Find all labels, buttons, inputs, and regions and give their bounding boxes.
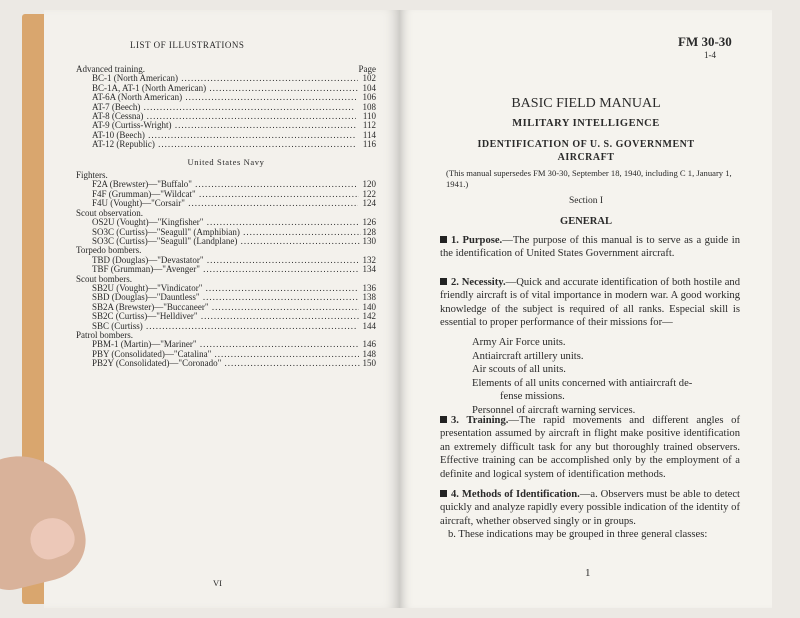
toc-entry <box>76 265 376 274</box>
page-column-label: Page <box>358 64 376 74</box>
list-item: Air scouts of all units. <box>472 364 566 376</box>
manual-id: FM 30-30 <box>678 34 732 49</box>
toc-entry <box>76 121 376 130</box>
toc-entry-page: 126 <box>362 217 376 228</box>
toc-entry <box>76 180 376 189</box>
paragraph-heading: 1. Purpose. <box>451 235 503 246</box>
list-item: Personnel of aircraft warning services. <box>472 404 636 416</box>
bullet-square-icon <box>440 490 447 497</box>
toc-entry-page: 108 <box>362 101 376 112</box>
toc-entry <box>76 103 376 112</box>
paragraph-subitem: b. These indications may be grouped in three general classes: <box>448 529 708 541</box>
toc-entry <box>76 93 376 102</box>
paragraph-text: —a. Observers must be able to detect quickly and analyze rapidly every possible indication of the identity of aircraft, whether observed singly or in groups. <box>440 489 740 527</box>
toc-entry <box>76 131 376 140</box>
list-of-illustrations-header: LIST OF ILLUSTRATIONS <box>130 40 245 50</box>
paragraph-heading: 2. Necessity. <box>451 277 506 288</box>
bullet-square-icon <box>440 416 447 423</box>
group-heading-label: Patrol bombers. <box>76 330 133 340</box>
list-item: fense missions. <box>500 391 565 403</box>
group-heading <box>76 275 376 284</box>
list-item: Antiaircraft artillery units. <box>472 350 584 362</box>
list-item: Elements of all units concerned with antiaircraft de- <box>472 377 693 389</box>
toc-entry-label: SO3C (Curtiss)—"Seagull" (Landplane) ..... <box>76 237 360 246</box>
toc-entry-label: BC-1 (North American) ..... <box>76 74 358 83</box>
toc-entry-label: AT-6A (North American) ..... <box>76 93 358 102</box>
section-number: Section I <box>568 196 604 206</box>
left-page-number: VI <box>213 578 222 588</box>
toc-entry-page: 138 <box>362 292 376 303</box>
toc-entry-label: AT-8 (Cessna) ..... <box>76 112 356 121</box>
supersedes-note: (This manual supersedes FM 30-30, September 18, 1940, including C 1, January 1, 1941.) <box>446 168 732 189</box>
bullet-square-icon <box>440 236 447 243</box>
group-heading <box>76 171 376 180</box>
toc-entry <box>76 350 376 359</box>
manual-title: BASIC FIELD MANUAL <box>511 96 661 111</box>
section-ref: 1-4 <box>704 50 716 60</box>
toc-entry-page: 114 <box>362 129 376 140</box>
toc-entry-label: PBY (Consolidated)—"Catalina" ..... <box>76 350 359 359</box>
toc-entry <box>76 74 376 83</box>
toc-entry-page: 140 <box>362 301 376 312</box>
group-heading-label: Scout observation. <box>76 208 143 218</box>
toc-entry-label: TBF (Grumman)—"Avenger" ..... <box>76 265 359 274</box>
toc-entry <box>76 312 376 321</box>
group-heading-label: Fighters. <box>76 171 108 181</box>
toc-entry-page: 110 <box>362 111 376 122</box>
toc-entry-label: PB2Y (Consolidated)—"Coronado" ..... <box>76 359 360 368</box>
toc-entry-page: 124 <box>362 198 376 209</box>
toc-entry-page: 150 <box>362 358 376 369</box>
toc-entry <box>76 112 376 121</box>
toc-entry-label: SBC (Curtiss) ..... <box>76 322 356 331</box>
toc-entry-page: 144 <box>362 320 376 331</box>
section-title: GENERAL <box>560 216 612 227</box>
paragraph-heading: 4. Methods of Identification. <box>451 489 580 500</box>
group-heading-label: Torpedo bombers. <box>76 246 142 256</box>
toc-entry <box>76 293 376 302</box>
toc-entry <box>76 199 376 208</box>
toc-entry-label: SB2C (Curtiss)—"Helldiver" ..... <box>76 312 359 321</box>
toc-entry-label: BC-1A, AT-1 (North American) ..... <box>76 84 359 93</box>
group-heading <box>76 209 376 218</box>
toc-entry-page: 132 <box>362 254 376 265</box>
toc-entry-label: F2A (Brewster)—"Buffalo" ..... <box>76 180 358 189</box>
toc-entry <box>76 322 376 331</box>
toc-entry-page: 116 <box>362 139 376 150</box>
paragraph-text: —The rapid movements and different angles of presentation assumed by aircraft in flight make positive identification an extremely difficult task for any but thoroughly trained observers. Effective training can be accomplished only by the employment of a definite and logical system of identification methods. <box>440 415 741 480</box>
toc-entry <box>76 237 376 246</box>
paragraph-methods <box>440 488 740 542</box>
toc-entry-label: AT-9 (Curtiss-Wright) ..... <box>76 121 357 130</box>
group-heading <box>76 331 376 340</box>
toc-entry <box>76 190 376 199</box>
group-heading-label: Scout bombers. <box>76 274 132 284</box>
toc-entry-label: SB2U (Vought)—"Vindicator" ..... <box>76 284 359 293</box>
toc-entry-page: 104 <box>362 82 376 93</box>
toc-entry-label: AT-7 (Beech) ..... <box>76 103 355 112</box>
list-item: Army Air Force units. <box>472 337 566 348</box>
missions-list <box>472 336 744 418</box>
toc-entry-label: OS2U (Vought)—"Kingfisher" ..... <box>76 218 359 227</box>
manual-subject: IDENTIFICATION OF U. S. GOVERNMENT AIRCRAFT <box>477 139 695 163</box>
toc-entry-label: AT-12 (Republic) ..... <box>76 140 356 149</box>
toc-entry-label: AT-10 (Beech) ..... <box>76 131 356 140</box>
toc-entry-page: 102 <box>362 73 376 84</box>
toc-entry-label: SB2A (Brewster)—"Buccaneer" ..... <box>76 303 359 312</box>
toc-entry-label: PBM-1 (Martin)—"Mariner" ..... <box>76 340 359 349</box>
toc-entry-page: 122 <box>362 188 376 199</box>
toc-entry-label: SO3C (Curtiss)—"Seagull" (Amphibian) ..... <box>76 228 361 237</box>
toc-entry-label: SBD (Douglas)—"Dauntless" ..... <box>76 293 359 302</box>
toc-entry-page: 148 <box>362 348 376 359</box>
paragraph-text: —Quick and accurate identification of both hostile and friendly aircraft is of vital importance in modern war. A good working knowledge of the subject is required of all ranks. Especial skill is essential to proper performance of their missions for— <box>440 277 740 329</box>
toc-entry <box>76 359 376 368</box>
toc-entry-label: TBD (Douglas)—"Devastator" ..... <box>76 256 359 265</box>
toc-entry-page: 128 <box>362 226 376 237</box>
group-heading: Advanced training. <box>76 65 145 74</box>
toc-entry <box>76 228 376 237</box>
toc-entry <box>76 218 376 227</box>
toc-entry-page: 142 <box>362 311 376 322</box>
illustrations-list <box>76 65 376 369</box>
manual-subtitle: MILITARY INTELLIGENCE <box>512 118 660 129</box>
paragraph-text: —The purpose of this manual is to serve as a guide in the identification of United States Government aircraft. <box>440 235 740 260</box>
paragraph-heading: 3. Training. <box>451 415 509 426</box>
toc-entry-page: 146 <box>362 339 376 350</box>
group-heading <box>76 246 376 255</box>
toc-entry-page: 130 <box>362 235 376 246</box>
toc-entry <box>76 284 376 293</box>
toc-entry-page: 136 <box>362 282 376 293</box>
toc-entry-page: 112 <box>362 120 376 131</box>
paragraph-training <box>440 414 740 481</box>
toc-entry <box>76 340 376 349</box>
toc-entry-page: 120 <box>362 179 376 190</box>
bullet-square-icon <box>440 278 447 285</box>
toc-entry <box>76 303 376 312</box>
right-page-number: 1 <box>585 567 591 579</box>
paragraph-purpose <box>440 234 740 261</box>
toc-entry-page: 134 <box>362 264 376 275</box>
toc-entry <box>76 84 376 93</box>
navy-section-heading: United States Navy <box>187 156 265 167</box>
paragraph-necessity <box>440 276 740 330</box>
toc-entry <box>76 256 376 265</box>
toc-entry-page: 106 <box>362 92 376 103</box>
toc-entry <box>76 140 376 149</box>
toc-entry-label: F4F (Grumman)—"Wildcat" ..... <box>76 190 359 199</box>
toc-entry-label: F4U (Vought)—"Corsair" ..... <box>76 199 358 208</box>
